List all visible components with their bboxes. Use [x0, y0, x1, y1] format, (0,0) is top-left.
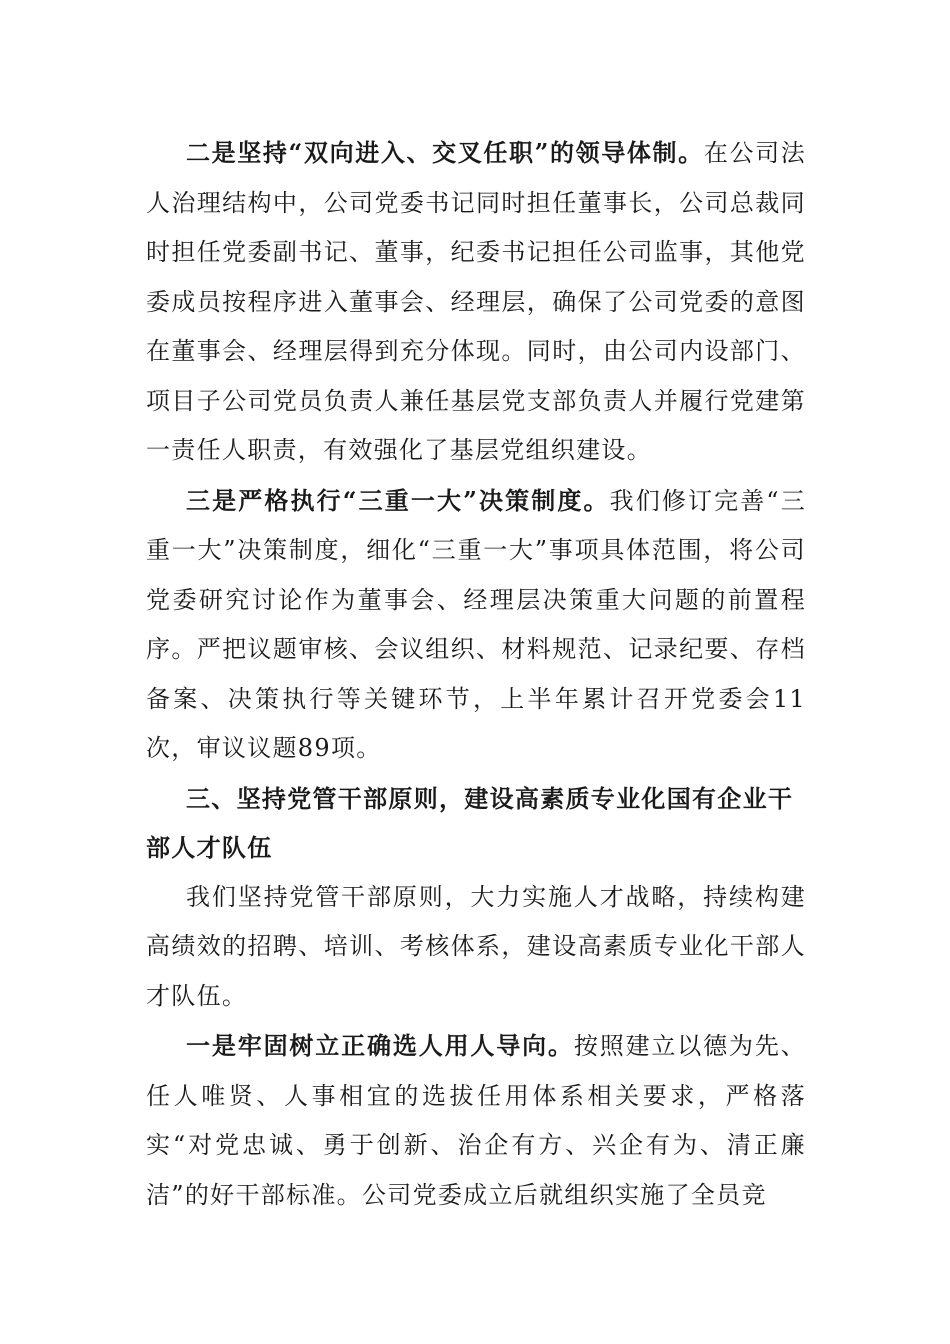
paragraph-lead: 三是严格执行“三重一大”决策制度。 [186, 485, 610, 515]
paragraph-lead: 一是牢固树立正确选人用人导向。 [186, 1031, 574, 1060]
paragraph-body: 我们修订完善“三重一大”决策制度，细化“三重一大”事项具体范围，将公司党委研究讨论作为董事会、经理层决策重大问题的前置程序。严把议题审核、会议组织、材料规范、记录纪要、存档备案、决策执行等关键环节，上半年累计召开党委会11次，审议议题89项。 [146, 486, 806, 762]
section-heading: 三、坚持党管干部原则，建设高素质专业化国有企业干部人才队伍 [146, 783, 794, 862]
paragraph-body: 按照建立以德为先、任人唯贤、人事相宜的选拔任用体系相关要求，严格落实“对党忠诚、勇于创新、治企有方、兴企有为、清正廉洁”的好干部标准。公司党委成立后就组织实施了全员竞 [146, 1032, 807, 1209]
paragraph-three-important [146, 476, 806, 774]
document-page [146, 128, 806, 1220]
paragraph-lead: 二是坚持“双向进入、交叉任职”的领导体制。 [186, 138, 704, 167]
paragraph-selection-orientation [146, 1021, 806, 1220]
section-intro: 我们坚持党管干部原则，大力实施人才战略，持续构建高绩效的招聘、培训、考核体系，建设高素质专业化干部人才队伍。 [146, 882, 806, 1010]
paragraph-body: 在公司法人治理结构中，公司党委书记同时担任董事长，公司总裁同时担任党委副书记、董事，纪委书记担任公司监事，其他党委成员按程序进入董事会、经理层，确保了公司党委的意图在董事会、经理层得到充分体现。同时，由公司内设部门、项目子公司党员负责人兼任基层党支部负责人并履行党建第一责任人职责，有效强化了基层党组织建设。 [146, 139, 806, 464]
paragraph-dual-entry [146, 128, 806, 476]
